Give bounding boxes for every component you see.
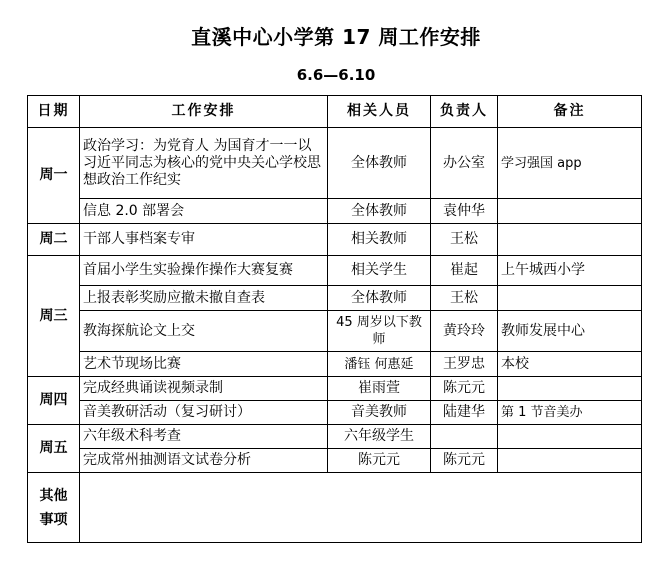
task-cell: 干部人事档案专审 [80, 224, 328, 256]
day-wednesday: 周三 [28, 256, 80, 377]
people-cell: 相关学生 [328, 256, 431, 286]
owner-cell: 王松 [431, 286, 498, 311]
owner-cell: 陈元元 [431, 377, 498, 401]
table-row [28, 311, 642, 352]
table-row [28, 449, 642, 473]
owner-cell: 办公室 [431, 128, 498, 199]
note-cell: 上午城西小学 [498, 256, 642, 286]
schedule-table [27, 95, 642, 543]
table-row [28, 401, 642, 425]
header-day: 日期 [28, 96, 80, 128]
table-row [28, 128, 642, 199]
header-row [28, 96, 642, 128]
people-cell: 陈元元 [328, 449, 431, 473]
other-label-line2: 事项 [39, 511, 68, 528]
day-monday: 周一 [28, 128, 80, 224]
page-title: 直溪中心小学第 17 周工作安排 [191, 25, 481, 49]
header-task: 工作安排 [80, 96, 328, 128]
note-cell [498, 449, 642, 473]
task-cell: 首届小学生实验操作操作大赛复赛 [80, 256, 328, 286]
date-range: 6.6—6.10 [296, 66, 376, 84]
day-tuesday: 周二 [28, 224, 80, 256]
task-cell: 信息 2.0 部署会 [80, 199, 328, 224]
task-cell: 六年级术科考查 [80, 425, 328, 449]
owner-cell: 王罗忠 [431, 352, 498, 377]
owner-cell: 陈元元 [431, 449, 498, 473]
note-cell: 本校 [498, 352, 642, 377]
header-note: 备注 [498, 96, 642, 128]
day-friday: 周五 [28, 425, 80, 473]
table-row [28, 352, 642, 377]
people-cell: 潘钰 何惠延 [328, 352, 431, 377]
note-cell [498, 224, 642, 256]
note-cell: 学习强国 app [498, 128, 642, 199]
note-cell: 教师发展中心 [498, 311, 642, 352]
task-cell: 政治学习：为党育人 为国育才一一以习近平同志为核心的党中央关心学校思想政治工作纪实 [80, 128, 328, 199]
owner-cell: 袁仲华 [431, 199, 498, 224]
table-row [28, 256, 642, 286]
owner-cell [431, 425, 498, 449]
table-row [28, 377, 642, 401]
table-row [28, 286, 642, 311]
day-thursday: 周四 [28, 377, 80, 425]
header-people: 相关人员 [328, 96, 431, 128]
task-cell: 完成常州抽测语文试卷分析 [80, 449, 328, 473]
task-cell: 音美教研活动（复习研讨） [80, 401, 328, 425]
other-label-line1: 其他 [39, 487, 68, 504]
people-cell: 音美教师 [328, 401, 431, 425]
task-cell: 教海探航论文上交 [80, 311, 328, 352]
table-row [28, 473, 642, 543]
people-cell: 相关教师 [328, 224, 431, 256]
other-content-cell [80, 473, 642, 543]
owner-cell: 王松 [431, 224, 498, 256]
header-owner: 负责人 [431, 96, 498, 128]
note-cell: 第 1 节音美办 [498, 401, 642, 425]
table-row [28, 224, 642, 256]
people-cell: 45 周岁以下教师 [328, 311, 431, 352]
table-row [28, 425, 642, 449]
people-cell: 全体教师 [328, 199, 431, 224]
note-cell [498, 286, 642, 311]
note-cell [498, 199, 642, 224]
task-cell: 上报表彰奖励应撤未撤自查表 [80, 286, 328, 311]
day-other [28, 473, 80, 543]
people-cell: 全体教师 [328, 128, 431, 199]
table-row [28, 199, 642, 224]
owner-cell: 崔起 [431, 256, 498, 286]
task-cell: 艺术节现场比赛 [80, 352, 328, 377]
note-cell [498, 377, 642, 401]
task-cell: 完成经典诵读视频录制 [80, 377, 328, 401]
owner-cell: 黄玲玲 [431, 311, 498, 352]
people-cell: 崔雨萱 [328, 377, 431, 401]
people-cell: 全体教师 [328, 286, 431, 311]
note-cell [498, 425, 642, 449]
people-cell: 六年级学生 [328, 425, 431, 449]
owner-cell: 陆建华 [431, 401, 498, 425]
